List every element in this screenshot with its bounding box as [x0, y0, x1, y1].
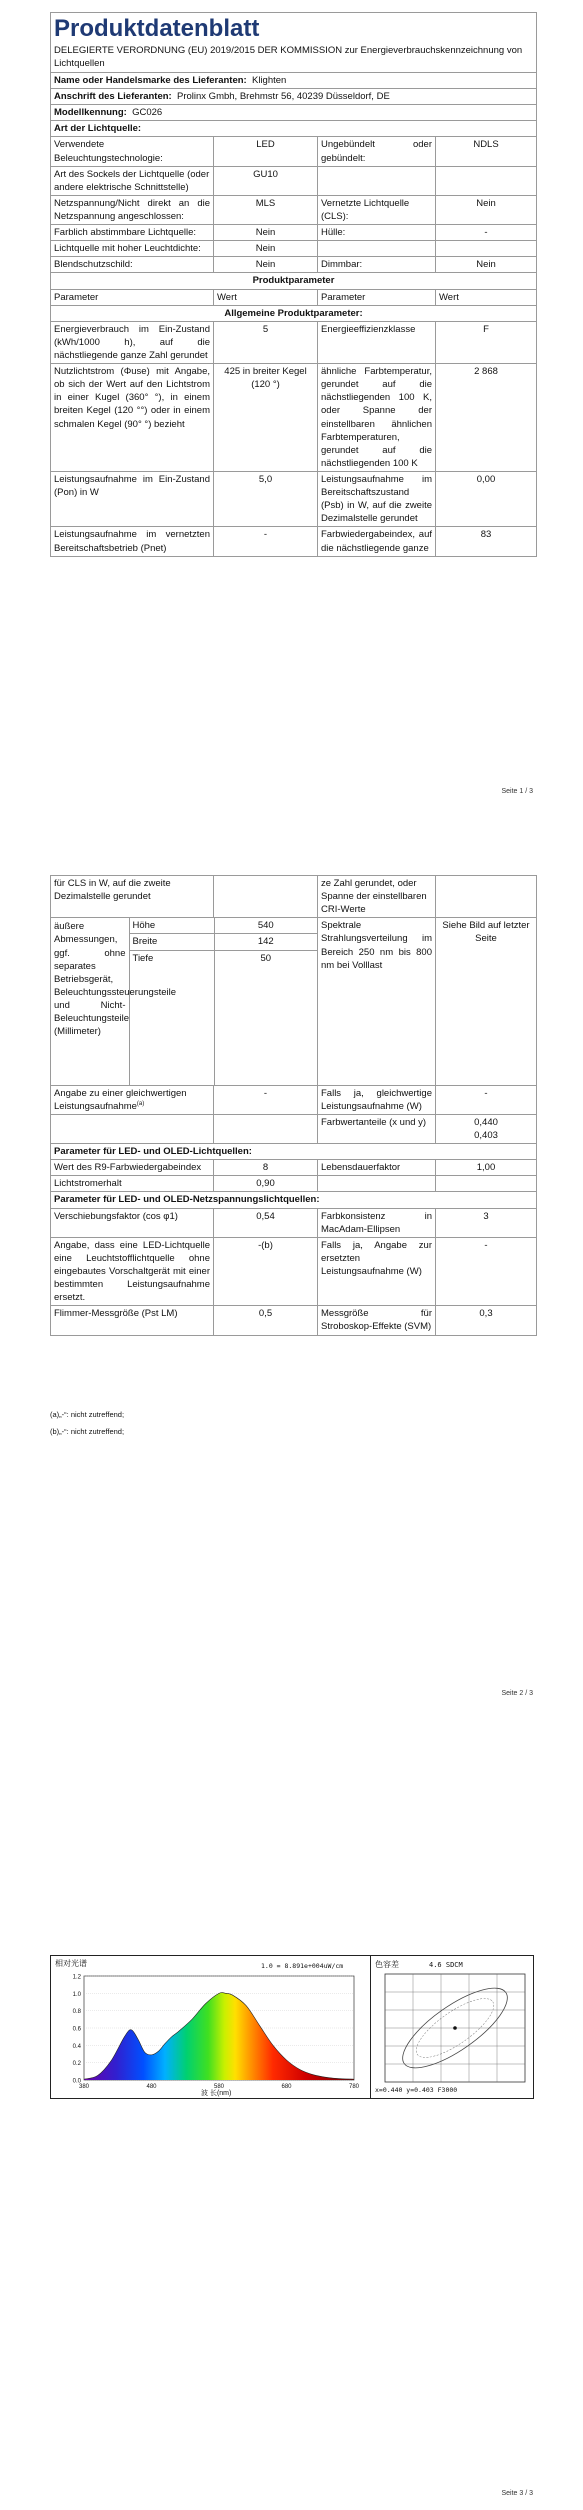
param-value: Siehe Bild auf letzter Seite [436, 918, 537, 1085]
spectrum-svg [51, 1956, 371, 2098]
spectrum-ytick-label: 1.2 [72, 1974, 81, 1981]
param-value: 0,3 [436, 1306, 537, 1335]
table-row [51, 166, 537, 195]
dimension-value: 50 [260, 952, 272, 964]
param-label: Spektrale Strahlungsverteilung im Bereich 250 nm bis 800 nm bei Volllast [318, 918, 436, 1085]
param-label: Falls ja, gleichwertige Leistungsaufnahme (W) [318, 1085, 436, 1114]
param-value: 3 [436, 1208, 537, 1237]
spectrum-xlabel: 波 长(nm) [201, 2090, 232, 2097]
param-label: Wert des R9-Farbwiedergabeindex [51, 1160, 214, 1176]
param-value: - [436, 1085, 537, 1114]
model-id: GC026 [132, 107, 163, 119]
column-header: Parameter [318, 289, 436, 305]
param-label: Hülle: [318, 225, 436, 241]
general-params-heading: Allgemeine Produktparameter: [51, 305, 537, 321]
param-label: Leistungsaufnahme im Bereitschaftszustand (Psb) in W, auf die zweite Dezimalstelle gerundet [318, 471, 436, 526]
page-footer: Seite 3 / 3 [501, 2490, 533, 2497]
param-label: Verschiebungsfaktor (cos φ1) [51, 1208, 214, 1237]
spectrum-ytick-label: 0.8 [72, 2009, 81, 2016]
param-value: 83 [436, 527, 537, 556]
chromaticity-x: 0,440 [474, 1116, 498, 1128]
footnote-a: (a)„-“: nicht zutreffend; [50, 1410, 125, 1419]
param-label: Leistungsaufnahme im Ein-Zustand (Pon) in W [51, 471, 214, 526]
param-label: Falls ja, Angabe zur ersetzten Leistungsaufnahme (W) [318, 1237, 436, 1306]
model-row [51, 105, 537, 121]
table-row [51, 527, 537, 556]
page-footer: Seite 1 / 3 [501, 788, 533, 795]
led-params-heading: Parameter für LED- und OLED-Lichtquellen: [51, 1144, 537, 1160]
dimension-label: Tiefe [129, 950, 214, 1085]
param-label: für CLS in W, auf die zweite Dezimalstelle gerundet [51, 876, 214, 918]
table-row [51, 364, 537, 472]
param-value: Nein [436, 257, 537, 273]
color-tolerance-chart [370, 1955, 534, 2099]
spectrum-ytick-label: 0.4 [72, 2043, 81, 2050]
table-row [51, 1237, 537, 1306]
chromaticity-point [453, 2026, 457, 2030]
param-value: -(b) [214, 1237, 318, 1306]
param-label: Dimmbar: [318, 257, 436, 273]
param-value: 0,00 [436, 471, 537, 526]
supplier-name: Klighten [252, 75, 287, 87]
param-label: Farblich abstimmbare Lichtquelle: [51, 225, 214, 241]
param-label: Art des Sockels der Lichtquelle (oder andere elektrische Schnittstelle) [51, 166, 214, 195]
param-label: Nutzlichtstrom (Φuse) mit Angabe, ob sich der Wert auf den Lichtstrom in einer Kugel (360° °), in einem breiten Kegel (120 °°) oder in einem schmalen Kegel (90° °) bezieht [51, 364, 214, 472]
table-row [51, 1306, 537, 1335]
supplier-address: Prolinx Gmbh, Brehmstr 56, 40239 Düsseldorf, DE [177, 91, 390, 103]
page-2 [0, 875, 583, 1705]
spectrum-ytick-label: 0.0 [72, 2078, 81, 2085]
column-header: Wert [436, 289, 537, 305]
spectrum-annotation: 1.0 = 8.891e+004uW/cm [261, 1962, 344, 1970]
dimension-value: 540 [214, 918, 317, 934]
param-value: 5,0 [214, 471, 318, 526]
supplier-address-label: Anschrift des Lieferanten: [54, 91, 172, 103]
param-label: Farbkonsistenz in MacAdam-Ellipsen [318, 1208, 436, 1237]
param-label: äußere Abmessungen, ggf. ohne separates Betriebsgerät, Beleuchtungssteuerungsteile und Nicht-Beleuchtungsteile (Millimeter) [51, 918, 129, 1084]
param-label: Leistungsaufnahme im vernetzten Bereitschaftsbetrieb (Pnet) [51, 527, 214, 556]
table-header-row [51, 289, 537, 305]
param-label: Flimmer-Messgröße (Pst LM) [51, 1306, 214, 1335]
cie-sdcm: 4.6 SDCM [429, 1961, 463, 1969]
param-value: Nein [214, 225, 318, 241]
param-label: Netzspannung/Nicht direkt an die Netzspannung angeschlossen: [51, 195, 214, 224]
param-label [318, 166, 436, 195]
param-value: 2 868 [436, 364, 537, 472]
param-label: Farbwertanteile (x und y) [318, 1114, 436, 1143]
param-label: Energieverbrauch im Ein-Zustand (kWh/1000 h), auf die nächstliegende ganze Zahl gerundet [51, 321, 214, 363]
param-label: Verwendete Beleuchtungstechnologie: [51, 137, 214, 166]
param-label [318, 241, 436, 257]
column-header: Wert [214, 289, 318, 305]
spectrum-xtick-label: 380 [78, 2084, 90, 2090]
datasheet-table-page-1 [50, 12, 537, 557]
param-value: 5 [214, 321, 318, 363]
param-value: - [214, 1085, 318, 1114]
spectrum-ytick-label: 0.2 [72, 2061, 81, 2068]
regulation-subtitle: DELEGIERTE VERORDNUNG (EU) 2019/2015 DER KOMMISSION zur Energieverbrauchskennzeichnung von Lichtquellen [54, 44, 523, 69]
param-value: 1,00 [436, 1160, 537, 1176]
mains-params-heading: Parameter für LED- und OLED-Netzspannungslichtquellen: [51, 1192, 537, 1208]
supplier-name-row [51, 73, 537, 89]
param-value: 0,90 [214, 1176, 318, 1192]
param-value [436, 241, 537, 257]
table-row [51, 471, 537, 526]
param-value: - [436, 225, 537, 241]
table-row [51, 918, 537, 1085]
param-label: Energieeffizienzklasse [318, 321, 436, 363]
spectrum-ytick-label: 0.6 [72, 2026, 81, 2033]
param-value: 8 [214, 1160, 318, 1176]
param-value [436, 166, 537, 195]
param-label: Angabe, dass eine LED-Lichtquelle eine Leuchtstofflichtquelle ohne eingebautes Vorschaltgerät mit einer bestimmten Leistungsaufnahme ersetzt. [51, 1237, 214, 1306]
param-label: ähnliche Farbtemperatur, gerundet auf die nächstliegenden 100 K, oder Spanne der einstellbaren ähnlichen Farbtemperaturen, gerundet auf die nächstliegenden 100 K [318, 364, 436, 472]
table-row [51, 876, 537, 918]
param-value: F [436, 321, 537, 363]
spectrum-xtick-label: 580 [213, 2084, 225, 2090]
spectrum-xtick-label: 780 [348, 2084, 360, 2090]
param-value: - [436, 1237, 537, 1306]
datasheet-table-page-2 [50, 875, 537, 1336]
param-value: LED [214, 137, 318, 166]
param-label: Blendschutzschild: [51, 257, 214, 273]
table-row [51, 1208, 537, 1237]
param-label: Farbwiedergabeindex, auf die nächstliegende ganze [318, 527, 436, 556]
supplier-name-label: Name oder Handelsmarke des Lieferanten: [54, 75, 247, 87]
param-label: Angabe zu einer gleichwertigen Leistungsaufnahme$^{(a)}$ [51, 1085, 214, 1114]
param-value: GU10 [214, 166, 318, 195]
spectrum-chart [50, 1955, 372, 2099]
table-row [51, 225, 537, 241]
table-row [51, 321, 537, 363]
product-params-heading: Produktparameter [51, 273, 537, 289]
param-label: ze Zahl gerundet, oder Spanne der einstellbaren CRI-Werte [318, 876, 436, 918]
table-row [51, 241, 537, 257]
param-value: Nein [214, 241, 318, 257]
param-value: NDLS [436, 137, 537, 166]
column-header: Parameter [51, 289, 214, 305]
table-row [51, 1085, 537, 1114]
spectrum-xtick-label: 680 [281, 2084, 292, 2090]
param-value: Nein [436, 195, 537, 224]
param-value [436, 1114, 537, 1143]
table-row [51, 257, 537, 273]
page-1 [0, 0, 583, 800]
param-label: Lichtquelle mit hoher Leuchtdichte: [51, 241, 214, 257]
param-value: 0,54 [214, 1208, 318, 1237]
dimension-label: Höhe [129, 918, 214, 934]
param-value: - [214, 527, 318, 556]
table-row [51, 195, 537, 224]
param-value: 0,5 [214, 1306, 318, 1335]
spectrum-xtick-label: 480 [146, 2084, 157, 2090]
param-label: Ungebündelt oder gebündelt: [318, 137, 436, 166]
table-row [51, 1176, 537, 1192]
table-row [51, 1160, 537, 1176]
page-footer: Seite 2 / 3 [501, 1690, 533, 1697]
light-source-type-heading: Art der Lichtquelle: [51, 121, 537, 137]
footnote-b: (b)„-“: nicht zutreffend; [50, 1427, 125, 1436]
page-title: Produktdatenblatt [54, 15, 260, 42]
param-label: Messgröße für Stroboskop-Effekte (SVM) [318, 1306, 436, 1335]
page-3 [0, 1955, 583, 2510]
cie-coords: x=0.440 y=0.403 F3000 [375, 2086, 458, 2094]
param-label: Lichtstromerhalt [51, 1176, 214, 1192]
table-row [51, 137, 537, 166]
cie-svg [371, 1956, 533, 2098]
supplier-address-row [51, 89, 537, 105]
dimension-label: Breite [129, 934, 214, 950]
cie-title: 色容差 [375, 1960, 399, 1969]
chromaticity-y: 0,403 [474, 1130, 498, 1142]
spectrum-ytick-label: 1.0 [72, 1991, 81, 1998]
model-label: Modellkennung: [54, 107, 127, 119]
spectrum-title: 相对光谱 [55, 1959, 87, 1968]
param-value: Nein [214, 257, 318, 273]
param-value: 425 in breiter Kegel (120 °) [214, 364, 318, 472]
param-label: Vernetzte Lichtquelle (CLS): [318, 195, 436, 224]
table-row [51, 1114, 537, 1143]
param-label: Lebensdauerfaktor [318, 1160, 436, 1176]
param-value: MLS [214, 195, 318, 224]
dimension-value: 142 [214, 934, 317, 950]
